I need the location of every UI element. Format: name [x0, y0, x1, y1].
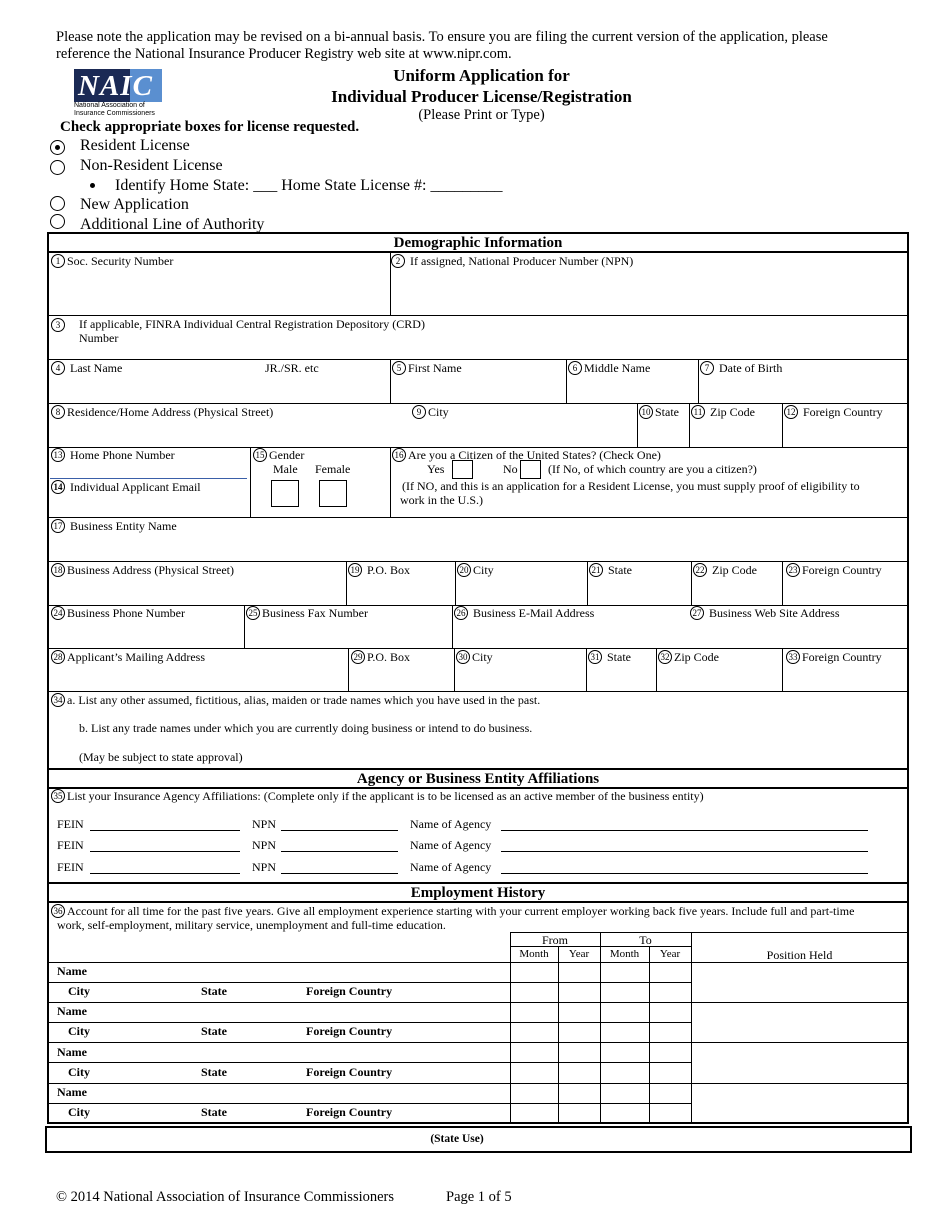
employment-city-label: City — [68, 984, 90, 998]
employment-name-label: Name — [57, 1045, 87, 1059]
agency-name-input[interactable] — [501, 873, 868, 874]
from-month-header: Month — [519, 948, 549, 960]
field-mailing-pobox-label: 29 P.O. Box — [351, 650, 410, 664]
employment-name-label: Name — [57, 1085, 87, 1099]
field-business-phone-label: 24 Business Phone Number — [51, 606, 185, 620]
field-last-name-label: 4 Last Name — [51, 361, 122, 375]
license-heading: Check appropriate boxes for license requested. — [60, 119, 360, 135]
field-business-address-label: 18 Business Address (Physical Street) — [51, 563, 234, 577]
agency-row — [57, 860, 887, 876]
employment-state-label: State — [201, 1065, 227, 1079]
field-crd-label: 3 — [51, 318, 67, 332]
non-resident-license-radio[interactable] — [50, 160, 65, 175]
first-name-input[interactable] — [392, 377, 564, 401]
citizen-no-checkbox[interactable] — [520, 460, 541, 479]
field-dob-label: 7 Date of Birth — [700, 361, 782, 375]
npn-label: NPN — [252, 860, 277, 874]
employment-country-label: Foreign Country — [306, 1105, 393, 1119]
gender-female-checkbox[interactable] — [319, 480, 347, 507]
resident-license-radio[interactable] — [50, 140, 65, 155]
field-mailing-zip-label: 32 Zip Code — [658, 650, 719, 664]
mailing-address-input[interactable] — [50, 666, 346, 690]
employment-name-label: Name — [57, 1004, 87, 1018]
field-email-label: 14 Individual Applicant Email — [51, 480, 201, 494]
field-gender-label: 15 Gender — [253, 448, 304, 462]
field-mailing-country-label: 33 Foreign Country — [786, 650, 882, 664]
fein-label: FEIN — [57, 817, 84, 831]
additional-authority-radio[interactable] — [50, 214, 65, 229]
field-npn-label: 2 If assigned, National Producer Number (NPN) — [391, 254, 633, 268]
field-business-web-label: 27 Business Web Site Address — [690, 606, 839, 620]
npn-agency-input[interactable] — [281, 851, 398, 852]
citizen-note-1: (If NO, and this is an application for a Resident License, you must supply proof of eligibility to — [402, 479, 860, 493]
home-state-input[interactable] — [639, 421, 687, 445]
agency-heading: Agency or Business Entity Affiliations — [356, 771, 600, 787]
business-zip-input[interactable] — [693, 579, 780, 603]
field-suffix-label: JR./SR. etc — [265, 361, 319, 375]
footer-copyright: © 2014 National Association of Insurance Commissioners — [56, 1189, 395, 1205]
title-line-2: Individual Producer License/Registration — [331, 87, 632, 106]
title-line-3: (Please Print or Type) — [418, 107, 545, 123]
new-application-label: New Application — [80, 196, 189, 213]
resident-license-label: Resident License — [80, 137, 190, 154]
field-business-zip-label: 22 Zip Code — [693, 563, 757, 577]
from-year-header: Year — [568, 948, 590, 960]
logo-sub-1: National Association of — [74, 102, 145, 109]
fein-input[interactable] — [90, 851, 240, 852]
field-first-name-label: 5 First Name — [392, 361, 462, 375]
home-phone-input[interactable] — [50, 463, 247, 477]
new-application-radio[interactable] — [50, 196, 65, 211]
field-business-pobox-label: 19 P.O. Box — [348, 563, 410, 577]
field-state-approval-note: (May be subject to state approval) — [79, 750, 243, 764]
last-name-input[interactable] — [50, 377, 388, 401]
home-state-line[interactable]: Identify Home State: ___ Home State License #: _________ — [115, 177, 503, 194]
field-foreign-country-label: 12 Foreign Country — [784, 405, 883, 419]
employment-name-label: Name — [57, 964, 87, 978]
field-business-state-label: 21 State — [589, 563, 632, 577]
employment-city-label: City — [68, 1105, 90, 1119]
employment-state-label: State — [201, 1024, 227, 1038]
employment-heading: Employment History — [410, 885, 546, 901]
gender-male-checkbox[interactable] — [271, 480, 299, 507]
bullet-icon — [90, 183, 95, 188]
agency-name-input[interactable] — [501, 851, 868, 852]
gender-male-label: Male — [273, 462, 298, 476]
field-business-fax-label: 25 Business Fax Number — [246, 606, 368, 620]
employment-country-label: Foreign Country — [306, 984, 393, 998]
business-city-input[interactable] — [457, 579, 585, 603]
home-address-input[interactable] — [50, 421, 635, 445]
employment-state-label: State — [201, 1105, 227, 1119]
field-middle-name-label: 6 Middle Name — [568, 361, 650, 375]
employment-country-label: Foreign Country — [306, 1024, 393, 1038]
agency-name-label: Name of Agency — [410, 817, 492, 831]
notice-line-2: reference the National Insurance Producer Registry web site at www.nipr.com. — [56, 46, 512, 62]
citizen-yes-checkbox[interactable] — [452, 460, 473, 479]
npn-input[interactable] — [393, 272, 905, 314]
field-mailing-state-label: 31 State — [588, 650, 631, 664]
from-header: From — [541, 933, 568, 947]
agency-row — [57, 838, 887, 854]
field-trade-names-label: b. List any trade names under which you are currently doing business or intend to do business. — [79, 721, 533, 735]
notice-line-1: Please note the application may be revised on a bi-annual basis. To ensure you are filing the current version of the application, please — [56, 29, 828, 45]
fein-input[interactable] — [90, 830, 240, 831]
fein-label: FEIN — [57, 860, 84, 874]
crd-input[interactable] — [470, 318, 905, 356]
business-fax-input[interactable] — [246, 622, 450, 646]
business-web-input[interactable] — [692, 622, 905, 646]
other-names-input[interactable] — [50, 706, 905, 720]
agency-name-label: Name of Agency — [410, 860, 492, 874]
field-home-address-label: 8 Residence/Home Address (Physical Street) — [51, 405, 273, 419]
employment-state-label: State — [201, 984, 227, 998]
business-email-input[interactable] — [454, 622, 688, 646]
agency-name-input[interactable] — [501, 830, 868, 831]
employment-city-label: City — [68, 1065, 90, 1079]
business-country-input[interactable] — [784, 579, 905, 603]
field-business-email-label: 26 Business E-Mail Address — [454, 606, 594, 620]
mailing-pobox-input[interactable] — [351, 666, 452, 690]
field-business-city-label: 20 City — [457, 563, 494, 577]
field-citizen-label: 16 Are you a Citizen of the United States? (Check One) — [392, 448, 661, 462]
business-state-input[interactable] — [589, 579, 689, 603]
business-address-input[interactable] — [50, 579, 344, 603]
home-zip-input[interactable] — [691, 421, 780, 445]
npn-agency-input[interactable] — [281, 830, 398, 831]
citizen-note-2: work in the U.S.) — [400, 493, 483, 507]
npn-agency-input[interactable] — [281, 873, 398, 874]
fein-input[interactable] — [90, 873, 240, 874]
field-mailing-city-label: 30 City — [456, 650, 493, 664]
field-state-label: 10 State — [639, 405, 679, 419]
field-other-names-label: 34 a. List any other assumed, fictitious, alias, maiden or trade names which you have used in the past. — [51, 693, 540, 707]
mailing-zip-input[interactable] — [658, 666, 780, 690]
citizen-yes-label: Yes — [427, 462, 445, 476]
employment-city-label: City — [68, 1024, 90, 1038]
field-business-entity-label: 17 Business Entity Name — [51, 519, 177, 533]
field-crd-label-2: Number — [79, 331, 119, 345]
dob-input[interactable] — [700, 377, 905, 401]
field-employment-instructions-1: 36 Account for all time for the past five years. Give all employment experience starting with your current employer working back five years. Include full and part-time — [51, 904, 854, 918]
field-agency-affiliations-label: 35 List your Insurance Agency Affiliations: (Complete only if the applicant is to be licensed as an active member of the business entity) — [51, 789, 704, 803]
home-country-input[interactable] — [784, 421, 905, 445]
employment-country-label: Foreign Country — [306, 1065, 393, 1079]
additional-authority-label: Additional Line of Authority — [80, 216, 265, 233]
to-year-header: Year — [659, 948, 681, 960]
position-held-header: Position Held — [766, 948, 833, 962]
business-phone-input[interactable] — [50, 622, 242, 646]
npn-label: NPN — [252, 838, 277, 852]
footer-page: Page 1 of 5 — [446, 1189, 512, 1205]
field-zip-label: 11 Zip Code — [691, 405, 755, 419]
field-crd-label-1: If applicable, FINRA Individual Central Registration Depository (CRD) — [79, 317, 425, 331]
title-line-1: Uniform Application for — [393, 66, 570, 85]
mailing-state-input[interactable] — [588, 666, 654, 690]
trade-names-input[interactable] — [50, 735, 905, 749]
non-resident-license-label: Non-Resident License — [80, 157, 223, 174]
to-month-header: Month — [609, 948, 640, 960]
demographic-heading: Demographic Information — [393, 235, 563, 251]
npn-label: NPN — [252, 817, 277, 831]
middle-name-input[interactable] — [568, 377, 696, 401]
field-city-label: 9 City — [412, 405, 449, 419]
mailing-city-input[interactable] — [456, 666, 584, 690]
citizen-no-label: No — [503, 462, 518, 476]
logo-mark: NAIC — [78, 70, 153, 102]
field-mailing-address-label: 28 Applicant’s Mailing Address — [51, 650, 205, 664]
field-ssn-label: 1 Soc. Security Number — [51, 254, 173, 268]
agency-name-label: Name of Agency — [410, 838, 492, 852]
logo-sub-2: Insurance Commissioners — [74, 110, 155, 117]
field-home-phone-label: 13 Home Phone Number — [51, 448, 175, 462]
business-pobox-input[interactable] — [348, 579, 453, 603]
state-use-label: (State Use) — [430, 1133, 484, 1145]
fein-label: FEIN — [57, 838, 84, 852]
agency-row — [57, 817, 887, 833]
mailing-country-input[interactable] — [784, 666, 905, 690]
business-entity-input[interactable] — [50, 535, 905, 559]
field-business-country-label: 23 Foreign Country — [786, 563, 882, 577]
gender-female-label: Female — [315, 462, 351, 476]
ssn-input[interactable] — [50, 272, 388, 314]
citizen-if-no-label: (If No, of which country are you a citizen?) — [548, 462, 757, 476]
field-employment-instructions-2: work, self-employment, military service, unemployment and full-time education. — [57, 918, 446, 932]
to-header: To — [639, 933, 652, 947]
